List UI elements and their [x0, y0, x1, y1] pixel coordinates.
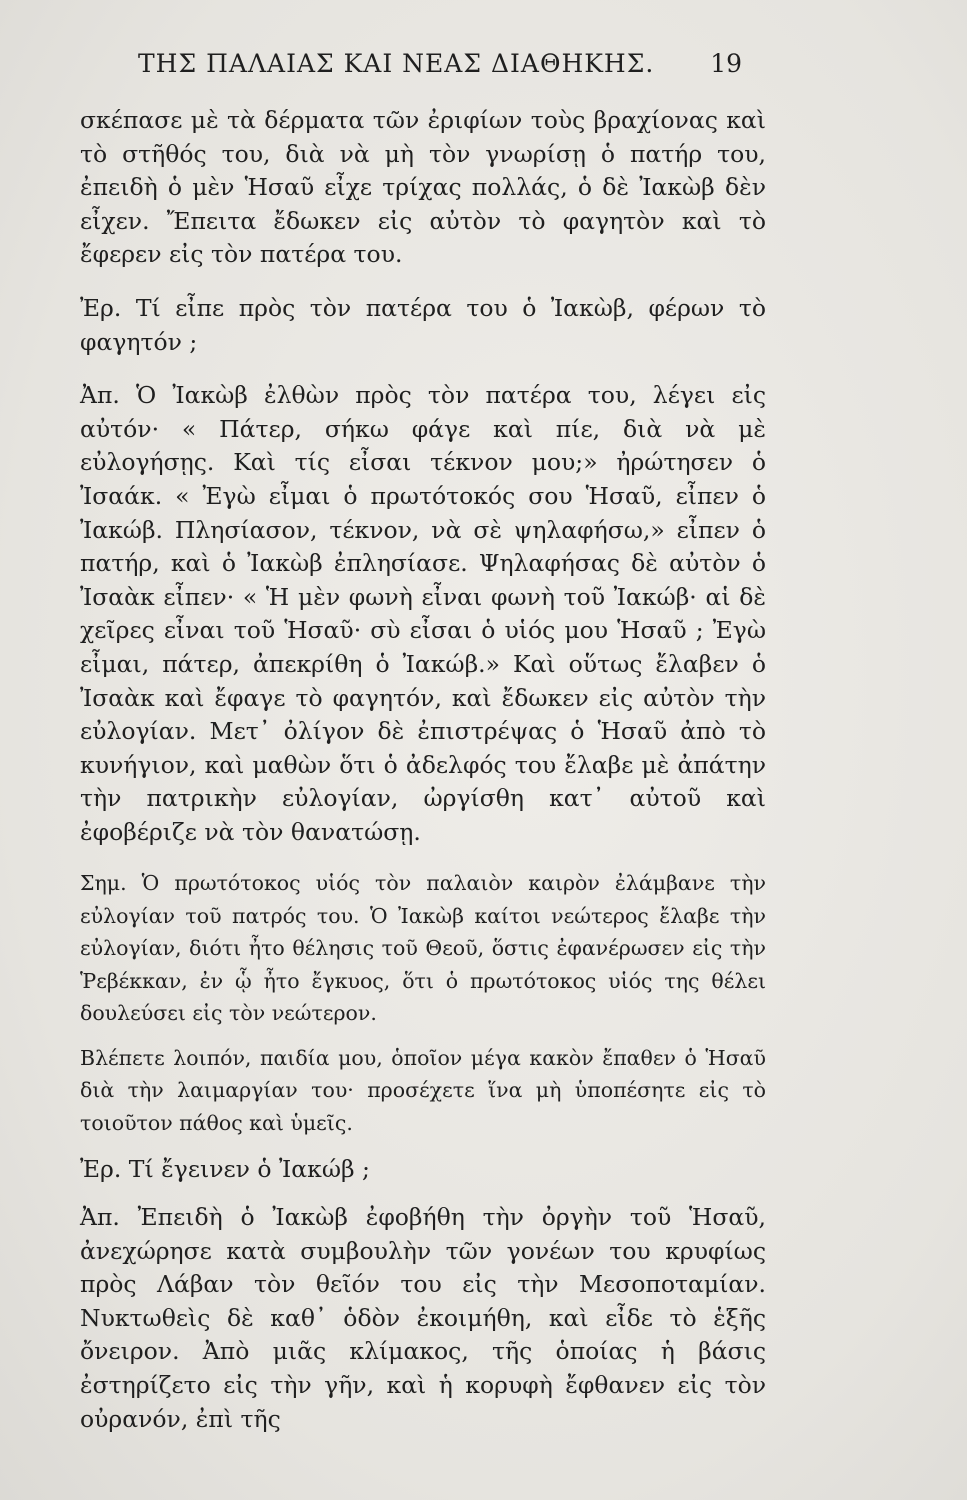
running-title: ΤΗΣ ΠΑΛΑΙΑΣ ΚΑΙ ΝΕΑΣ ΔΙΑΘΗΚΗΣ. — [138, 49, 655, 78]
paragraph-spacer — [80, 359, 766, 379]
page-number: 19 — [710, 49, 742, 78]
paragraph-spacer — [80, 1187, 766, 1201]
paragraph-spacer — [80, 1139, 766, 1153]
paragraph: σκέπασε μὲ τὰ δέρματα τῶν ἐριφίων τοὺς βραχίονας καὶ τὸ στῆθός του, διὰ νὰ μὴ τὸν γνωρίσῃ ὁ πατήρ του, ἐπειδὴ ὁ μὲν Ἡσαῦ εἶχε τρίχας πολλάς, ὁ δὲ Ἰακὼβ δὲν εἶχεν. Ἔπειτα ἔδωκεν εἰς αὐτὸν τὸ φαγητὸν καὶ τὸ ἔφερεν εἰς τὸν πατέρα του. — [80, 106, 766, 269]
question-paragraph: Ἐρ. Τί ἔγεινεν ὁ Ἰακώβ ; — [80, 1155, 370, 1184]
answer-paragraph: Ἀπ. Ὁ Ἰακὼβ ἐλθὼν πρὸς τὸν πατέρα του, λέγει εἰς αὐτόν· « Πάτερ, σήκω φάγε καὶ πίε, διὰ νὰ μὲ εὐλογήσῃς. Καὶ τίς εἶσαι τέκνον μου;» ἠρώτησεν ὁ Ἰσαάκ. « Ἐγὼ εἶμαι ὁ πρωτότοκός σου Ἡσαῦ, εἶπεν ὁ Ἰακώβ. Πλησίασον, τέκνον, νὰ σὲ ψηλαφήσω,» εἶπεν ὁ πατήρ, καὶ ὁ Ἰακὼβ ἐπλησίασε. Ψηλαφήσας δὲ αὐτὸν ὁ Ἰσαὰκ εἶπεν· « Ἡ μὲν φωνὴ εἶναι φωνὴ τοῦ Ἰακώβ· αἱ δὲ χεῖρες εἶναι τοῦ Ἡσαῦ· σὺ εἶσαι ὁ υἱός μου Ἡσαῦ ; Ἐγὼ εἶμαι, πάτερ, ἀπεκρίθη ὁ Ἰακώβ.» Καὶ οὕτως ἔλαβεν ὁ Ἰσαὰκ καὶ ἔφαγε τὸ φαγητόν, καὶ ἔδωκεν εἰς αὐτὸν τὴν εὐλογίαν. Μετ᾽ ὀλίγον δὲ ἐπιστρέψας ὁ Ἡσαῦ ἀπὸ τὸ κυνήγιον, καὶ μαθὼν ὅτι ὁ ἀδελφός του ἔλαβε μὲ ἀπάτην τὴν πατρικὴν εὐλογίαν, ὠργίσθη κατ᾽ αὐτοῦ καὶ ἐφοβέριζε νὰ τὸν θανατώσῃ. — [80, 381, 766, 846]
paragraph-spacer — [80, 272, 766, 292]
note-paragraph: Σημ. Ὁ πρωτότοκος υἱός τὸν παλαιὸν καιρὸν ἐλάμβανε τὴν εὐλογίαν τοῦ πατρός του. Ὁ Ἰακὼβ καίτοι νεώτερος ἔλαβε τὴν εὐλογίαν, διότι ἦτο θέλησις τοῦ Θεοῦ, ὅστις ἐφανέρωσεν εἰς τὴν Ῥεβέκκαν, ἐν ᾧ ἦτο ἔγκυος, ὅτι ὁ πρωτότοκος υἱός της θέλει δουλεύσει εἰς τὸν νεώτερον. — [80, 871, 766, 1026]
body-text — [80, 104, 766, 1436]
paragraph-spacer — [80, 1030, 766, 1042]
exhortation-paragraph: Βλέπετε λοιπόν, παιδία μου, ὁποῖον μέγα κακὸν ἔπαθεν ὁ Ἡσαῦ διὰ τὴν λαιμαργίαν του· προσέχετε ἵνα μὴ ὑποπέσητε εἰς τὸ τοιοῦτον πάθος καὶ ὑμεῖς. — [80, 1045, 766, 1135]
page-header — [0, 44, 967, 84]
paragraph-spacer — [80, 849, 766, 867]
answer-paragraph: Ἀπ. Ἐπειδὴ ὁ Ἰακὼβ ἐφοβήθη τὴν ὀργὴν τοῦ Ἡσαῦ, ἀνεχώρησε κατὰ συμβουλὴν τῶν γονέων του κρυφίως πρὸς Λάβαν τὸν θεῖόν του εἰς τὴν Μεσοποταμίαν. Νυκτωθεὶς δὲ καθ᾽ ὁδὸν ἐκοιμήθη, καὶ εἶδε τὸ ἑξῆς ὄνειρον. Ἀπὸ μιᾶς κλίμακος, τῆς ὁποίας ἡ βάσις ἐστηρίζετο εἰς τὴν γῆν, καὶ ἡ κορυφὴ ἔφθανεν εἰς τὸν οὐρανόν, ἐπὶ τῆς — [80, 1203, 766, 1433]
question-paragraph: Ἐρ. Τί εἶπε πρὸς τὸν πατέρα του ὁ Ἰακὼβ, φέρων τὸ φαγητόν ; — [80, 293, 766, 356]
